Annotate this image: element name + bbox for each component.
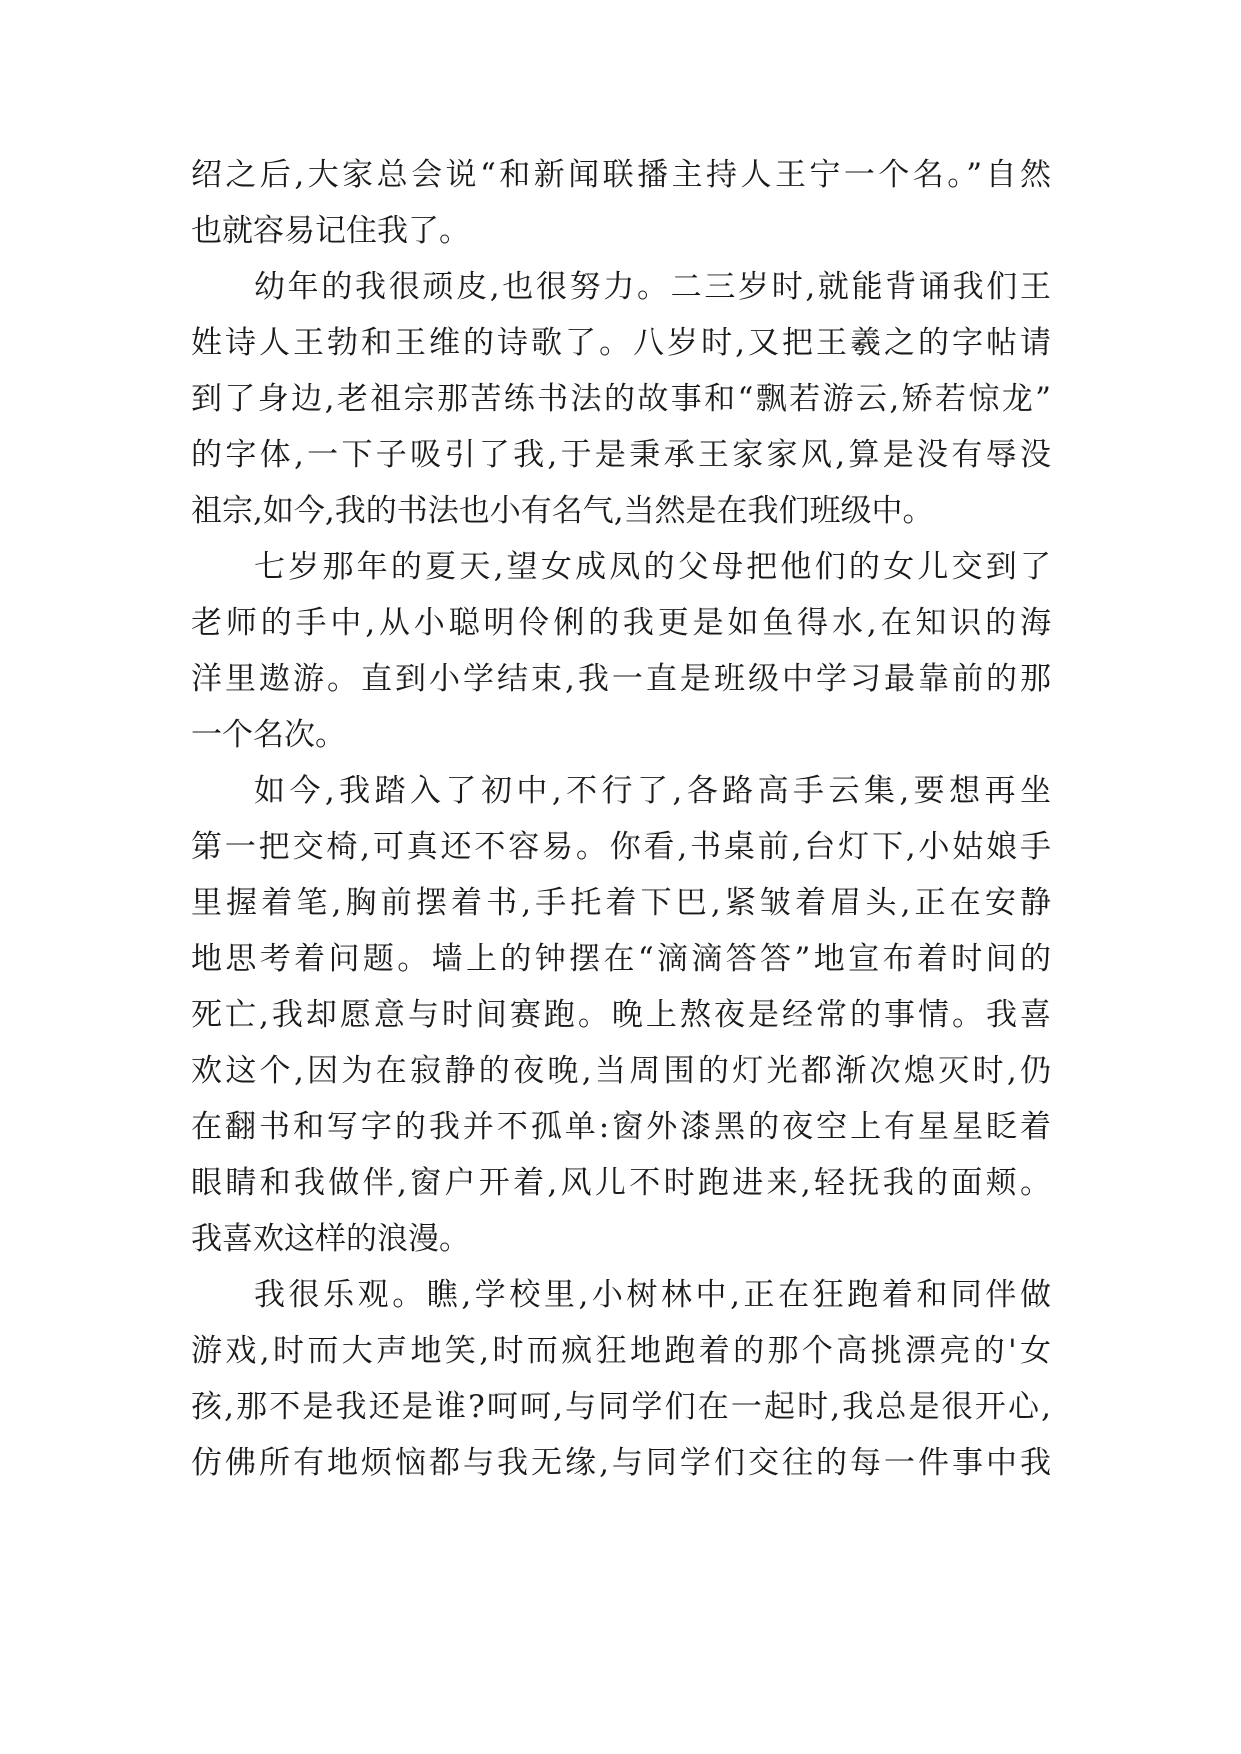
text-line: 祖宗,如今,我的书法也小有名气,当然是在我们班级中。 (191, 493, 934, 529)
text-line: 洋里遨游。直到小学结束,我一直是班级中学习最靠前的那 (191, 661, 1051, 697)
text-line: 欢这个,因为在寂静的夜晚,当周围的灯光都渐次熄灭时,仍 (191, 1053, 1051, 1089)
text-line: 死亡,我却愿意与时间赛跑。晚上熬夜是经常的事情。我喜 (191, 997, 1051, 1033)
text-line: 我喜欢这样的浪漫。 (191, 1221, 470, 1257)
paragraph-first-line: 七岁那年的夏天,望女成凤的父母把他们的女儿交到了 (254, 549, 1051, 585)
text-line: 的字体,一下子吸引了我,于是秉承王家家风,算是没有辱没 (191, 437, 1051, 473)
text-line: 地思考着问题。墙上的钟摆在“滴滴答答”地宣布着时间的 (191, 941, 1051, 977)
text-line: 姓诗人王勃和王维的诗歌了。八岁时,又把王羲之的字帖请 (191, 325, 1051, 361)
text-line: 第一把交椅,可真还不容易。你看,书桌前,台灯下,小姑娘手 (191, 829, 1051, 865)
text-line: 孩,那不是我还是谁?呵呵,与同学们在一起时,我总是很开心, (191, 1389, 1051, 1425)
text-line: 仿佛所有地烦恼都与我无缘,与同学们交往的每一件事中我 (191, 1445, 1051, 1481)
paragraph-first-line: 我很乐观。瞧,学校里,小树林中,正在狂跑着和同伴做 (254, 1277, 1051, 1313)
text-line: 里握着笔,胸前摆着书,手托着下巴,紧皱着眉头,正在安静 (191, 885, 1051, 921)
text-line: 老师的手中,从小聪明伶俐的我更是如鱼得水,在知识的海 (191, 605, 1051, 641)
text-line: 到了身边,老祖宗那苦练书法的故事和“飘若游云,矫若惊龙” (191, 381, 1051, 417)
text-line: 游戏,时而大声地笑,时而疯狂地跑着的那个高挑漂亮的'女 (191, 1333, 1051, 1369)
text-line: 眼睛和我做伴,窗户开着,风儿不时跑进来,轻抚我的面颊。 (191, 1165, 1051, 1201)
paragraph-first-line: 幼年的我很顽皮,也很努力。二三岁时,就能背诵我们王 (254, 269, 1051, 305)
text-line: 也就容易记住我了。 (191, 213, 470, 249)
text-line: 在翻书和写字的我并不孤单:窗外漆黑的夜空上有星星眨着 (191, 1109, 1051, 1145)
paragraph-first-line: 如今,我踏入了初中,不行了,各路高手云集,要想再坐 (254, 773, 1051, 809)
text-line: 一个名次。 (191, 717, 346, 753)
text-line: 绍之后,大家总会说“和新闻联播主持人王宁一个名。”自然 (191, 157, 1051, 193)
